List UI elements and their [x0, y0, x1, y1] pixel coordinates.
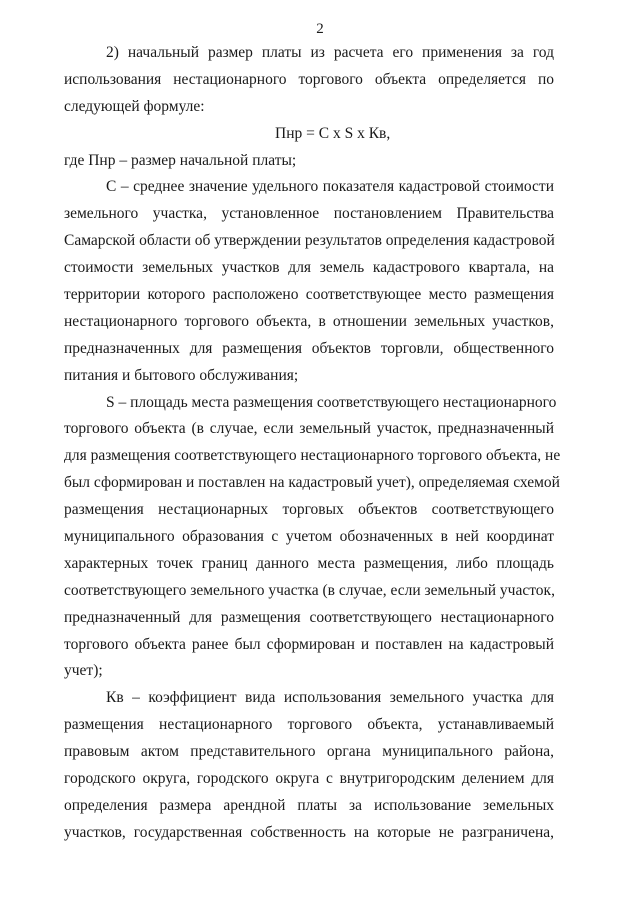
document-body: [64, 40, 561, 847]
text-line: муниципального образования с учетом обозначенных в ней координат: [64, 528, 554, 546]
text-line: нестационарного торгового объекта, в отношении земельных участков,: [64, 312, 554, 330]
text-line: участков, государственная собственность на которые не разграничена,: [64, 823, 554, 841]
text-line: для размещения соответствующего нестационарного торгового объекта, не: [64, 447, 561, 465]
text-line: S – площадь места размещения соответствующего нестационарного: [106, 393, 557, 411]
text-line: С – среднее значение удельного показателя кадастровой стоимости: [106, 178, 554, 196]
formula: Пнр = С x S x Кв,: [275, 124, 391, 142]
text-line: правовым актом представительного органа муниципального района,: [64, 743, 554, 761]
text-line: городского округа, городского округа с внутригородским делением для: [64, 770, 554, 788]
text-line: определения размера арендной платы за использование земельных: [64, 796, 554, 814]
text-line: земельного участка, установленное постановлением Правительства: [64, 205, 554, 223]
text-line: предназначенный для размещения соответствующего нестационарного: [64, 608, 554, 626]
text-line: соответствующего земельного участка (в случае, если земельный участок,: [64, 581, 555, 599]
text-line: учет);: [64, 662, 103, 680]
text-line: территории которого расположено соответствующее место размещения: [64, 286, 554, 304]
text-line: следующей формуле:: [64, 97, 205, 115]
text-line: где Пнр – размер начальной платы;: [64, 151, 297, 169]
text-line: торгового объекта ранее был сформирован и поставлен на кадастровый: [64, 635, 554, 653]
text-line: стоимости земельных участков для земель кадастрового квартала, на: [64, 259, 554, 277]
text-line: использования нестационарного торгового объекта определяется по: [64, 70, 554, 88]
text-line: был сформирован и поставлен на кадастровый учет), определяемая схемой: [64, 474, 560, 492]
text-line: питания и бытового обслуживания;: [64, 366, 299, 384]
text-line: размещения нестационарного торгового объекта, устанавливаемый: [64, 716, 554, 734]
page-number: 2: [316, 21, 324, 37]
text-line: характерных точек границ данного места размещения, либо площадь: [64, 554, 554, 572]
text-line: размещения нестационарных торговых объектов соответствующего: [64, 501, 554, 519]
text-line: предназначенных для размещения объектов торговли, общественного: [64, 339, 554, 357]
text-line: Самарской области об утверждении результатов определения кадастровой: [64, 232, 555, 250]
text-line: Кв – коэффициент вида использования земельного участка для: [106, 689, 554, 707]
text-line: торгового объекта (в случае, если земельный участок, предназначенный: [64, 420, 554, 438]
text-line: 2) начальный размер платы из расчета его применения за год: [106, 44, 554, 61]
